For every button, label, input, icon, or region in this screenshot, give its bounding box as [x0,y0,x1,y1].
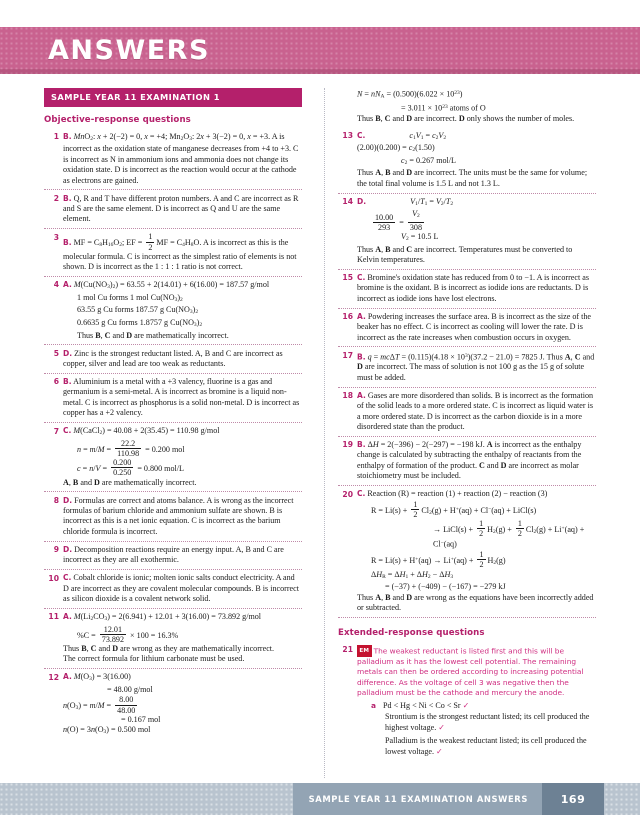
answer-number: 7 [53,426,59,436]
answer-body [63,545,302,566]
answer-text: Q, R and T have different proton numbers. A and C are incorrect as R and S are the same element. D is incorrect as Q and U are the same element. [63,193,299,224]
footer [293,783,640,815]
answer-option: B. [357,351,366,361]
answer-item [338,270,596,309]
answer-item [44,669,302,741]
answer-item [338,486,596,618]
answer-option: C. [357,130,366,140]
answer-text: Decomposition reactions require an energy input. A, B and C are incorrect as they are all exothermic. [63,544,284,565]
answer-body: C. M(CaCl$_2$) = 40.08 + 2(35.45) = 110.98 g/mol n = m/M = $\frac{22.2}{110.98}$ = 0.200 mol c = n/V = $\frac{0.200}{0.250}$ = 0.800 mol/L A, B and D are mathematically incorrect. [63,426,220,487]
footer-tail [604,783,640,815]
tick-icon: ✓ [436,746,443,756]
answer-number: 21 [342,645,353,655]
answer-body [357,273,596,304]
answer-option: B. [63,131,72,141]
answer-number: 19 [342,440,353,450]
answer-text: Powdering increases the surface area. B is incorrect as the size of the beaker has no effect. C is incorrect as cooling will lower the rate. D is incorrect as the rate increases when combustion occurs in oxygen. [357,311,591,342]
answer-option: C. [63,573,72,583]
answer-body: B. $q = mc\Delta T = (0.115)(4.18 \times 10^3)(37.2 - 21.0) = 7825$ J. Thus A, C and D are incorrect. The mass of solution is not 100 g as the 15 g of solute must be added. [357,351,595,382]
answer-item [44,345,302,373]
answer-item [44,190,302,229]
answer-number: 4 [53,280,59,290]
answer-text: A is incorrect as this is the molecular formula. C is incorrect as the simplest ratio of elements is not shown. D is incorrect as the 1 : 1 : 1 ratio is not correct. [63,238,297,272]
answer-number: 8 [53,495,59,505]
subheading-extended-response: Extended-response questions [338,627,485,638]
answer-number: 11 [48,612,59,622]
answer-number: 17 [342,351,353,361]
answer-item [338,194,596,270]
section-title-bar: SAMPLE YEAR 11 EXAMINATION 1 [44,88,302,107]
answer-item [44,609,302,669]
answer-option: C. [357,489,366,499]
answer-number: 16 [342,312,353,322]
answer-item [44,129,302,191]
answer-item [338,309,596,348]
answer-number: 20 [342,489,353,499]
tick-icon: ✓ [438,722,445,732]
answer-number: 3 [53,232,59,242]
answer-body [63,496,302,538]
column-divider [324,88,325,778]
answer-body: C. Reaction (R) = reaction (1) + reaction (2) − reaction (3) R = Li(s) + $\frac{1}{2}$ $Cl_2(g) + H^+(aq) + Cl^-(aq)$ + LiCl(s) → LiCl(s) + $\frac{1}{2}$ $H_2(g)$ + $\frac{1}{2}$ $Cl_2(g) + Li^+(aq) + Cl^-(aq)$ R = Li(s) + H+(aq) → Li+(aq) + $\frac{1}{2}$ $H_2(g)$ $\Delta H_R = \Delta H_1 + \Delta H_2 - \Delta H_3$ = (−37) + (−409) − (−167) = −279 kJ Thus A, B and D are wrong as the equations have been incorrectly added or subtracted. [357,489,594,612]
subheading-objective-response: Objective-response questions [44,114,191,125]
answer-note: Palladium is the weakest reductant listed; its cell produced the lowest voltage. [385,736,587,756]
answer-text: Cobalt chloride is ionic; molten ionic salts conduct electricity. A and D are incorrect as they are covalent molecular compounds. B is incorrect as silicon dioxide is a covalent network solid. [63,573,299,603]
answer-number: 14 [342,197,353,207]
answer-text: Formulas are correct and atoms balance. A is wrong as the incorrect formulas of barium chloride and ammonium sulfate are shown. B is incorrect as this is a net ionic equation. C is incorrect as the barium chloride formula is incorrect. [63,495,294,536]
answer-text: A is incorrect as the oxidation state of manganese decreases from +4 to +3. C is incorrect as N in ammonium ions and ammonia does not change its oxidation state. D is incorrect as the reaction would occur at the cathode as electrons are gained. [63,131,299,185]
answer-option: A. [63,672,72,682]
right-column [338,88,596,760]
answer-text: Zinc is the strongest reductant listed. A, B and C are incorrect as copper, silver and lead are too weak as reductants. [63,348,283,368]
answer-item [338,388,596,437]
answer-number: 2 [53,193,59,203]
answer-body: $N = nN_A = (0.500)(6.022 \times 10^{23})$ = $3.011 \times 10^{23}$ atoms of O Thus B, C and D are incorrect. D only shows the number of moles. [357,89,575,123]
answer-option: D. [63,495,73,505]
answer-option: D. [63,348,73,358]
answer-text: Aluminium is a metal with a +3 valency, fluorine is a gas and germanium is a semi-metal. A is incorrect as bromine is a liquid non-metal. C is incorrect as phosphorus is a solid non-metal. D is incorrect as copper has a +2 valency. [63,376,300,418]
answer-body: B. ΔH = 2(−396) − 2(−297) = −198 kJ. A is incorrect as the enthalpy change is calculated by subtracting the enthalpy of reactants from the enthalpy of formation of the product. C and D are incorrect as molar stoichiometry must be included. [357,439,582,481]
answer-body: B. MnO$_2$: x + 2(−2) = 0, x = +4; $Mn_2O_3$: 2x + 3(−2) = 0, x = +3. A is incorrect as the oxidation state of manganese decreases from +4 to +3. C is incorrect as N in ammonium ions and ammonia does not change its oxidation state. D is incorrect as the reaction would occur at the cathode as electrons are gained. [63,131,299,185]
answer-option: B. [357,439,366,449]
answer-item [44,229,302,277]
answer-text: Gases are more disordered than solids. B is incorrect as the formation of the solid leads to a more ordered state. C is incorrect as liquid water is a more ordered state. D is incorrect as the carbon dioxide is in a more disordered state than the product. [357,390,594,431]
answer-number: 12 [48,672,59,682]
answer-item [44,570,302,609]
answer-body: A. $M(O_3) = 3(16.00)$ = 48.00 g/mol $n(O_3) = m/M$ = $\frac{8.00}{48.00}$ = 0.167 mol $n(O) = 3n(O_3) = 0.500$ mol [63,672,161,736]
answer-text: Bromine's oxidation state has reduced from 0 to −1. A is incorrect as bromine is the oxidant. B is incorrect as iodide ions are reductants. D is incorrect as iodide ions have lost electrons. [357,273,589,303]
bullet-label: a [371,700,376,710]
footer-label: SAMPLE YEAR 11 EXAMINATION ANSWERS [293,783,542,815]
answer-body [357,645,596,757]
answer-item [44,374,302,423]
answer-option: D. [357,196,367,206]
answer-option: A. [63,611,72,621]
answer-item [44,277,302,345]
page-title: ANSWERS [48,35,210,66]
answer-item [44,542,302,570]
answer-body: A. $M(Cu(NO_3)_2) = 63.55 + 2(14.01) + 6(16.00) = 187.57$ g/mol 1 mol Cu forms 1 mol $Cu(NO_3)_2$ 63.55 g Cu forms 187.57 g $Cu(NO_3)_2$ 0.6635 g Cu forms 1.8757 g $Cu(NO_3)_2$ Thus B, C and D are mathematically incorrect. [63,280,270,340]
answer-option: B. [63,193,72,203]
answer-body: B. MF = $C_8H_{16}O_2$; EF = $\frac{1}{2}$ MF = $C_4H_8O$. A is incorrect as this is the molecular formula. C is incorrect as the simplest ratio of elements is not shown. D is incorrect as the 1 : 1 : 1 ratio is not correct. [63,232,297,272]
answer-option: C. [357,273,366,283]
answer-number: 15 [342,273,353,283]
answer-continuation [338,88,596,127]
answer-body [63,194,302,225]
answer-note: Strontium is the strongest reductant listed; its cell produced the highest voltage. [385,712,590,732]
answer-option: C. [63,426,72,436]
answer-number: 9 [53,545,59,555]
answer-body [357,312,596,343]
answer-body: D. $V_1/T_1 = V_2/T_2$ $\frac{10.00}{293}$ = $\frac{V_2}{308}$ $V_2 = 10.5$ L Thus A, B and C are incorrect. Temperatures must be converted to Kelvin temperatures. [357,196,573,265]
answer-option: A. [357,311,366,321]
tick-icon: ✓ [462,700,470,710]
answer-body [63,573,302,604]
answer-body: C. $c_1V_1 = c_2V_2$ $(2.00)(0.200) = c_2(1.50)$ $c_2 = 0.267$ mol/L Thus A, B and D are incorrect. The units must be the same for volume; the total final volume is 1.5 L and not 1.3 L. [357,130,588,188]
answer-number: 6 [53,377,59,387]
answer-option: B. [63,376,72,386]
answer-item [338,127,596,193]
answer-option: A. [357,390,366,400]
answer-body [63,377,302,419]
em-badge: EM [357,645,372,657]
answer-intro-text: The weakest reductant is listed first and this will be palladium as it has the lowest cell potential. The remaining metals can then be ordered according to increasing potential difference. As the voltage of cell 3 was negative then the palladium must be the cathode and mercury the anode. [357,646,584,697]
answer-number: 18 [342,391,353,401]
answer-option: D. [63,544,73,554]
answer-body [357,391,596,433]
answer-order-line: Pd < Hg < Ni < Co < Sr [383,700,461,710]
answer-item [338,347,596,387]
answer-item [338,437,596,486]
answer-number: 10 [48,573,59,583]
answer-number: 5 [53,348,59,358]
answer-option: B. [63,238,72,248]
answer-item [44,423,302,492]
answer-number: 1 [53,132,59,142]
answer-option: A. [63,280,72,290]
answer-body [63,349,302,370]
page-number: 169 [542,783,604,815]
left-column [44,88,302,741]
answer-item [338,642,596,761]
answer-item [44,492,302,541]
answer-number: 13 [342,131,353,141]
answer-body: A. $M(Li_2CO_3) = 2(6.941) + 12.01 + 3(16.00) = 73.892$ g/mol %C = $\frac{12.01}{73.892}$ × 100 = 16.3% Thus B, C and D are wrong as they are mathematically incorrect. The correct formula for lithium carbonate must be used. [63,611,275,664]
